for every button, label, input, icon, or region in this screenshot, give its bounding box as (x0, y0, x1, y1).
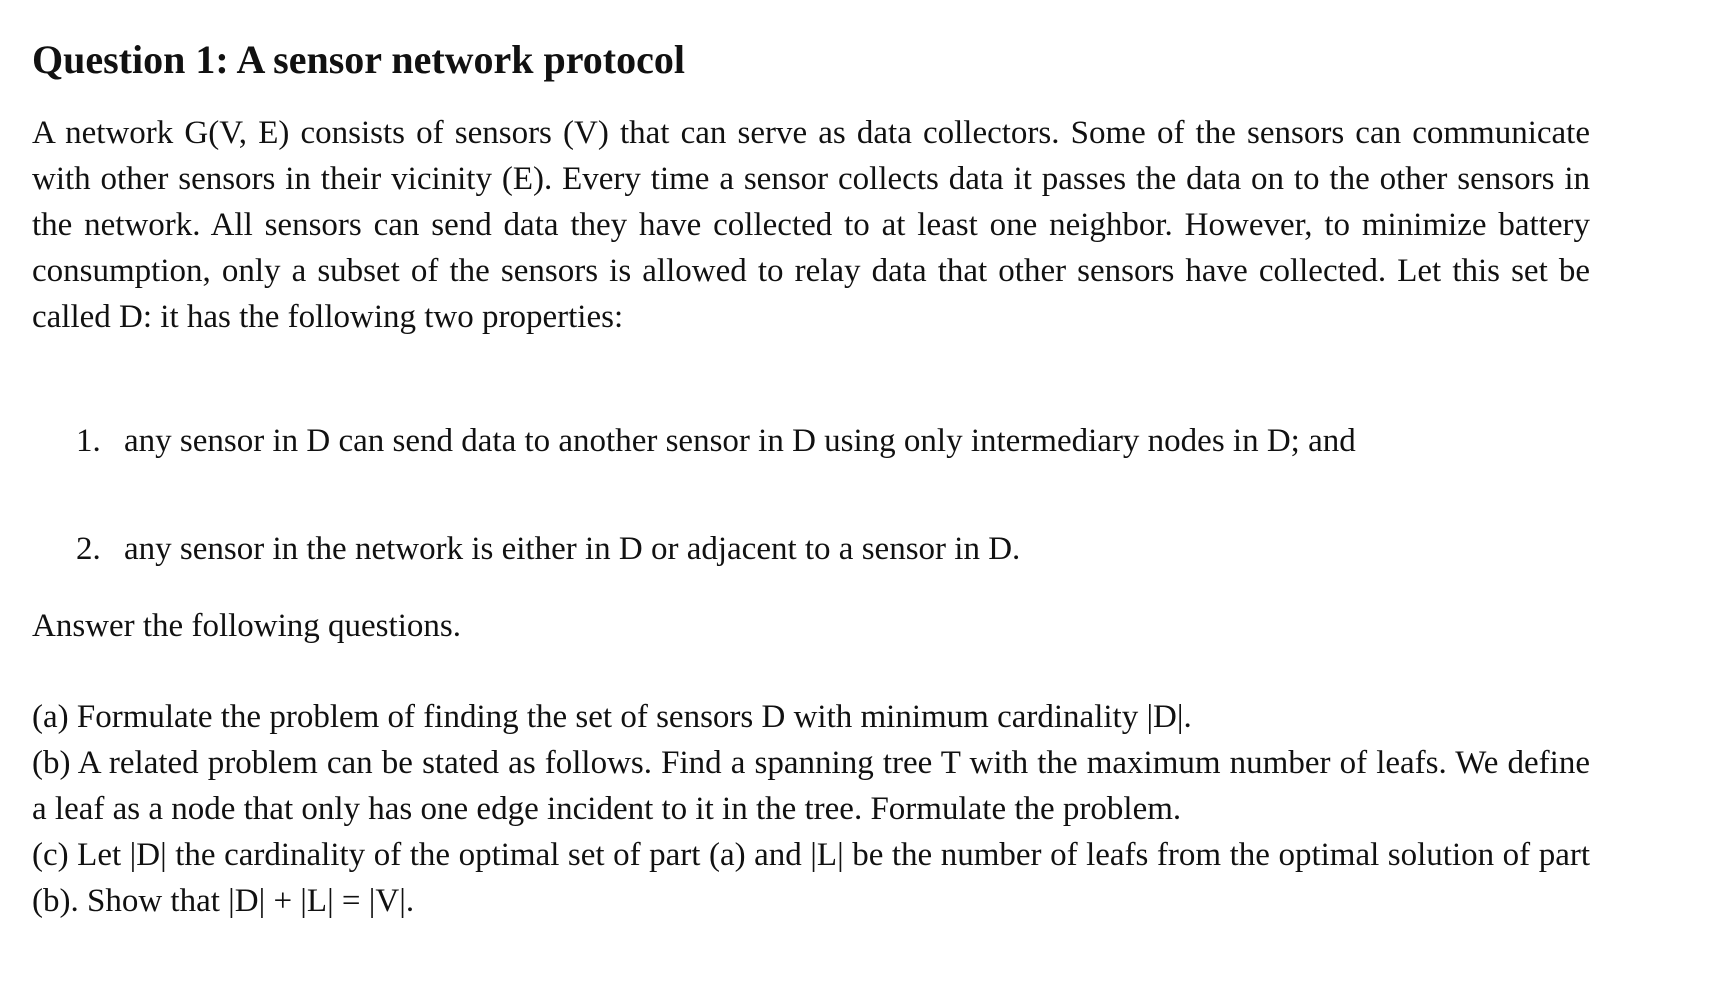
property-text: any sensor in D can send data to another sensor in D using only intermediary nodes in D; and (124, 423, 1356, 459)
question-title: Question 1: A sensor network protocol (32, 37, 685, 82)
part-a: (a) Formulate the problem of finding the set of sensors D with minimum cardinality |D|. (32, 699, 1192, 735)
part-b: (b) A related problem can be stated as follows. Find a spanning tree T with the maximum number of leafs. We define a leaf as a node that only has one edge incident to it in the tree. Formulate the problem. (32, 745, 1590, 827)
property-list-item (76, 526, 1590, 572)
intro-paragraph: A network G(V, E) consists of sensors (V) that can serve as data collectors. Some of the sensors can communicate with other sensors in their vicinity (E). Every time a sensor collects data it passes the data on to the other sensors in the network. All sensors can send data they have collected to at least one neighbor. However, to minimize battery consumption, only a subset of the sensors is allowed to relay data that other sensors have collected. Let this set be called D: it has the following two properties: (32, 115, 1590, 335)
property-number: 2. (76, 531, 101, 567)
property-number: 1. (76, 423, 101, 459)
instruction-text: Answer the following questions. (32, 608, 461, 644)
question-parts (32, 694, 1590, 924)
part-c: (c) Let |D| the cardinality of the optimal set of part (a) and |L| be the number of leafs from the optimal solution of part (b). Show that |D| + |L| = |V|. (32, 837, 1590, 919)
property-list-item (76, 418, 1590, 464)
property-text: any sensor in the network is either in D or adjacent to a sensor in D. (124, 531, 1021, 567)
